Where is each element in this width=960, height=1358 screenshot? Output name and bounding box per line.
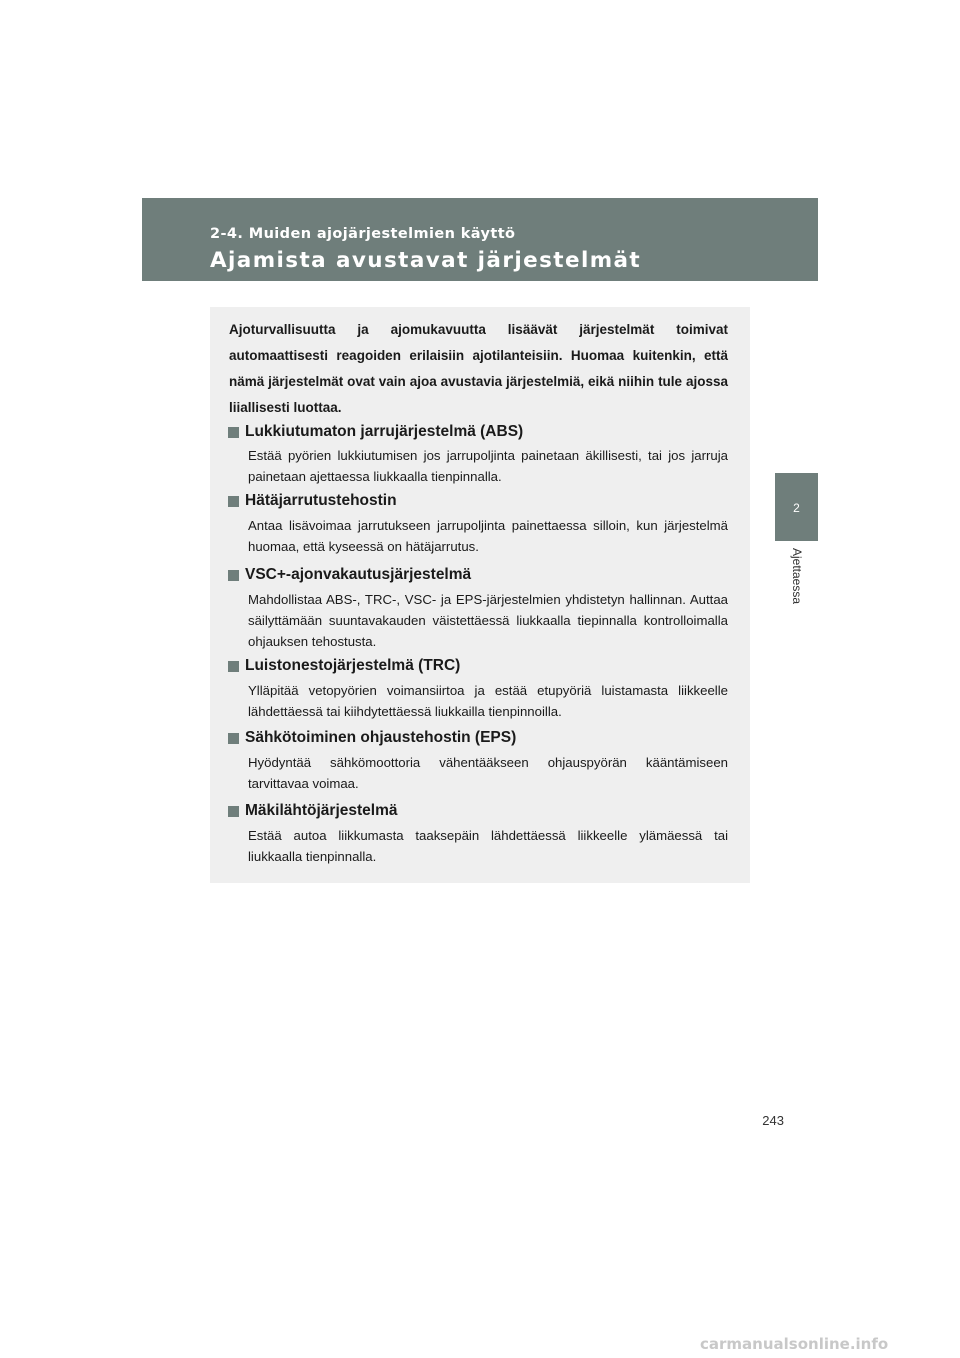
feature-title-text: Mäkilähtöjärjestelmä [245, 802, 398, 819]
feature-title-abs [228, 421, 523, 443]
feature-title-hill-start [228, 800, 397, 822]
square-bullet-icon [228, 661, 239, 672]
square-bullet-icon [228, 496, 239, 507]
feature-title-text: Sähkötoiminen ohjaustehostin (EPS) [245, 729, 517, 746]
feature-desc-eps: Hyödyntää sähkömoottoria vähentääkseen ohjauspyörän kääntämiseen tarvittavaa voimaa. [248, 755, 728, 791]
chapter-number: 2 [793, 501, 800, 515]
feature-desc-trc: Ylläpitää vetopyörien voimansiirtoa ja estää etupyöriä luistamasta liikkeelle lähdettäessä tai kiihdytettäessä liukkailla tienpinnoilla. [248, 683, 728, 719]
feature-title-trc [228, 655, 460, 677]
chapter-tab[interactable] [775, 473, 818, 541]
content-box [210, 307, 750, 883]
chapter-label: Ajettaessa [790, 548, 804, 605]
square-bullet-icon [228, 806, 239, 817]
feature-desc-hill-start: Estää autoa liikkumasta taaksepäin lähdettäessä liikkeelle ylämäessä tai liukkaalla tienpinnalla. [248, 828, 728, 864]
feature-title-text: Hätäjarrutustehostin [245, 492, 397, 509]
watermark: carmanualsonline.info [700, 1335, 889, 1353]
feature-title-text: Luistonestojärjestelmä (TRC) [245, 657, 461, 674]
feature-title-brake-assist [228, 490, 397, 512]
square-bullet-icon [228, 733, 239, 744]
feature-title-text: Lukkiutumaton jarrujärjestelmä (ABS) [245, 423, 524, 440]
feature-title-text: VSC+-ajonvakautusjärjestelmä [245, 566, 472, 583]
feature-desc-vsc: Mahdollistaa ABS-, TRC-, VSC- ja EPS-järjestelmien yhdistetyn hallinnan. Auttaa säilyttämään suuntavakauden väistettäessä liukkaalla tiepinnalla kontrolloimalla ohjauksen tehostusta. [248, 592, 728, 649]
feature-desc-abs: Estää pyörien lukkiutumisen jos jarrupoljinta painetaan äkillisesti, tai jos jarruja painetaan ajettaessa liukkaalla tienpinnalla. [248, 448, 728, 484]
chapter-header [142, 198, 818, 281]
section-code: 2-4. Muiden ajojärjestelmien käyttö [210, 226, 516, 242]
feature-title-eps [228, 727, 516, 749]
feature-title-vsc [228, 564, 471, 586]
square-bullet-icon [228, 570, 239, 581]
page-number: 243 [762, 1113, 784, 1128]
page-title: Ajamista avustavat järjestelmät [210, 248, 642, 273]
intro-text: Ajoturvallisuutta ja ajomukavuutta lisäävät järjestelmät toimivat automaattisesti reagoiden erilaisiin ajotilanteisiin. Huomaa kuitenkin, että nämä järjestelmät ovat vain ajoa avustavia järjestelmiä, eikä niihin tule ajossa liiallisesti luottaa. [229, 322, 728, 415]
square-bullet-icon [228, 427, 239, 438]
feature-desc-brake-assist: Antaa lisävoimaa jarrutukseen jarrupoljinta painettaessa silloin, kun järjestelmä huomaa, että kyseessä on hätäjarrutus. [248, 518, 728, 554]
